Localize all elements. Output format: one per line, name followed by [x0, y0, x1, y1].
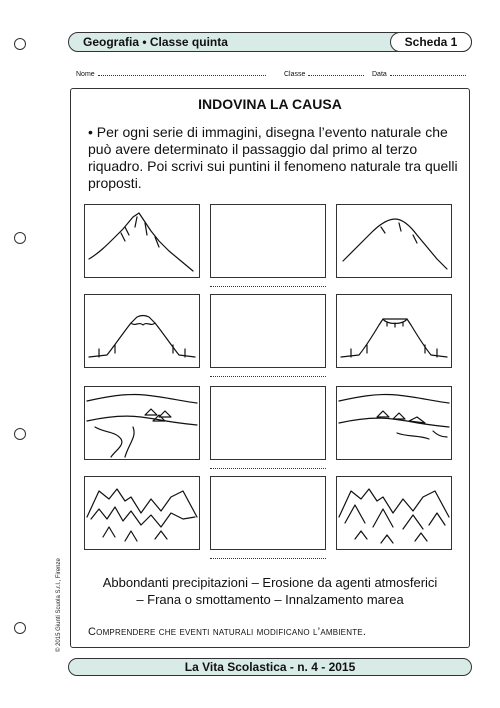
class-label: Classe: [284, 71, 306, 78]
name-field[interactable]: [98, 68, 266, 76]
row4-before-panel: [84, 476, 200, 550]
student-fields: [76, 68, 472, 80]
row2-before-panel: [84, 294, 200, 368]
class-field[interactable]: [308, 68, 364, 76]
binder-hole-1: [14, 38, 26, 50]
exercise-instruction: • Per ogni serie di immagini, disegna l’evento naturale che può avere determinato il passaggio dal primo al terzo riquadro. Poi scrivi sui puntini il fenomeno naturale tra quelli proposti.: [88, 124, 458, 191]
row1-before-panel: [84, 204, 200, 278]
row1-answer-line[interactable]: [210, 286, 326, 287]
row1-after-panel: [336, 204, 452, 278]
row3-answer-line[interactable]: [210, 468, 326, 469]
binder-hole-4: [14, 622, 26, 634]
learning-goal: Comprendere che eventi naturali modificano l’ambiente.: [88, 626, 367, 638]
subject-label: Geografia • Classe quinta: [83, 35, 228, 49]
row3-before-panel: [84, 386, 200, 460]
snowy-range-icon: [85, 477, 199, 549]
row2-answer-line[interactable]: [210, 376, 326, 377]
row1-draw-panel[interactable]: [210, 204, 326, 278]
coastal-village-icon: [85, 387, 199, 459]
header-bar: [68, 32, 472, 52]
row2-draw-panel[interactable]: [210, 294, 326, 368]
date-field[interactable]: [390, 68, 466, 76]
flooded-coast-icon: [337, 387, 451, 459]
row3-after-panel: [336, 386, 452, 460]
options-line-1: Abbondanti precipitazioni – Erosione da agenti atmosferici: [102, 575, 438, 590]
copyright-note: © 2015 Giunti Scuola S.r.l., Firenze: [56, 558, 62, 652]
snowcap-mountain-icon: [85, 295, 199, 367]
answer-options: [70, 574, 470, 608]
eroded-mountain-icon: [337, 205, 451, 277]
row2-after-panel: [336, 294, 452, 368]
sharp-mountain-icon: [85, 205, 199, 277]
name-label: Nome: [76, 71, 95, 78]
binder-hole-2: [14, 232, 26, 244]
landslide-mountain-icon: [337, 295, 451, 367]
footer-bar: La Vita Scolastica - n. 4 - 2015: [68, 658, 472, 676]
row4-after-panel: [336, 476, 452, 550]
exercise-title: INDOVINA LA CAUSA: [198, 96, 342, 112]
row3-draw-panel[interactable]: [210, 386, 326, 460]
row4-draw-panel[interactable]: [210, 476, 326, 550]
sheet-label: Scheda 1: [390, 32, 472, 52]
melted-range-icon: [337, 477, 451, 549]
date-label: Data: [372, 71, 387, 78]
binder-hole-3: [14, 428, 26, 440]
row4-answer-line[interactable]: [210, 558, 326, 559]
options-line-2: – Frana o smottamento – Innalzamento marea: [136, 592, 404, 607]
